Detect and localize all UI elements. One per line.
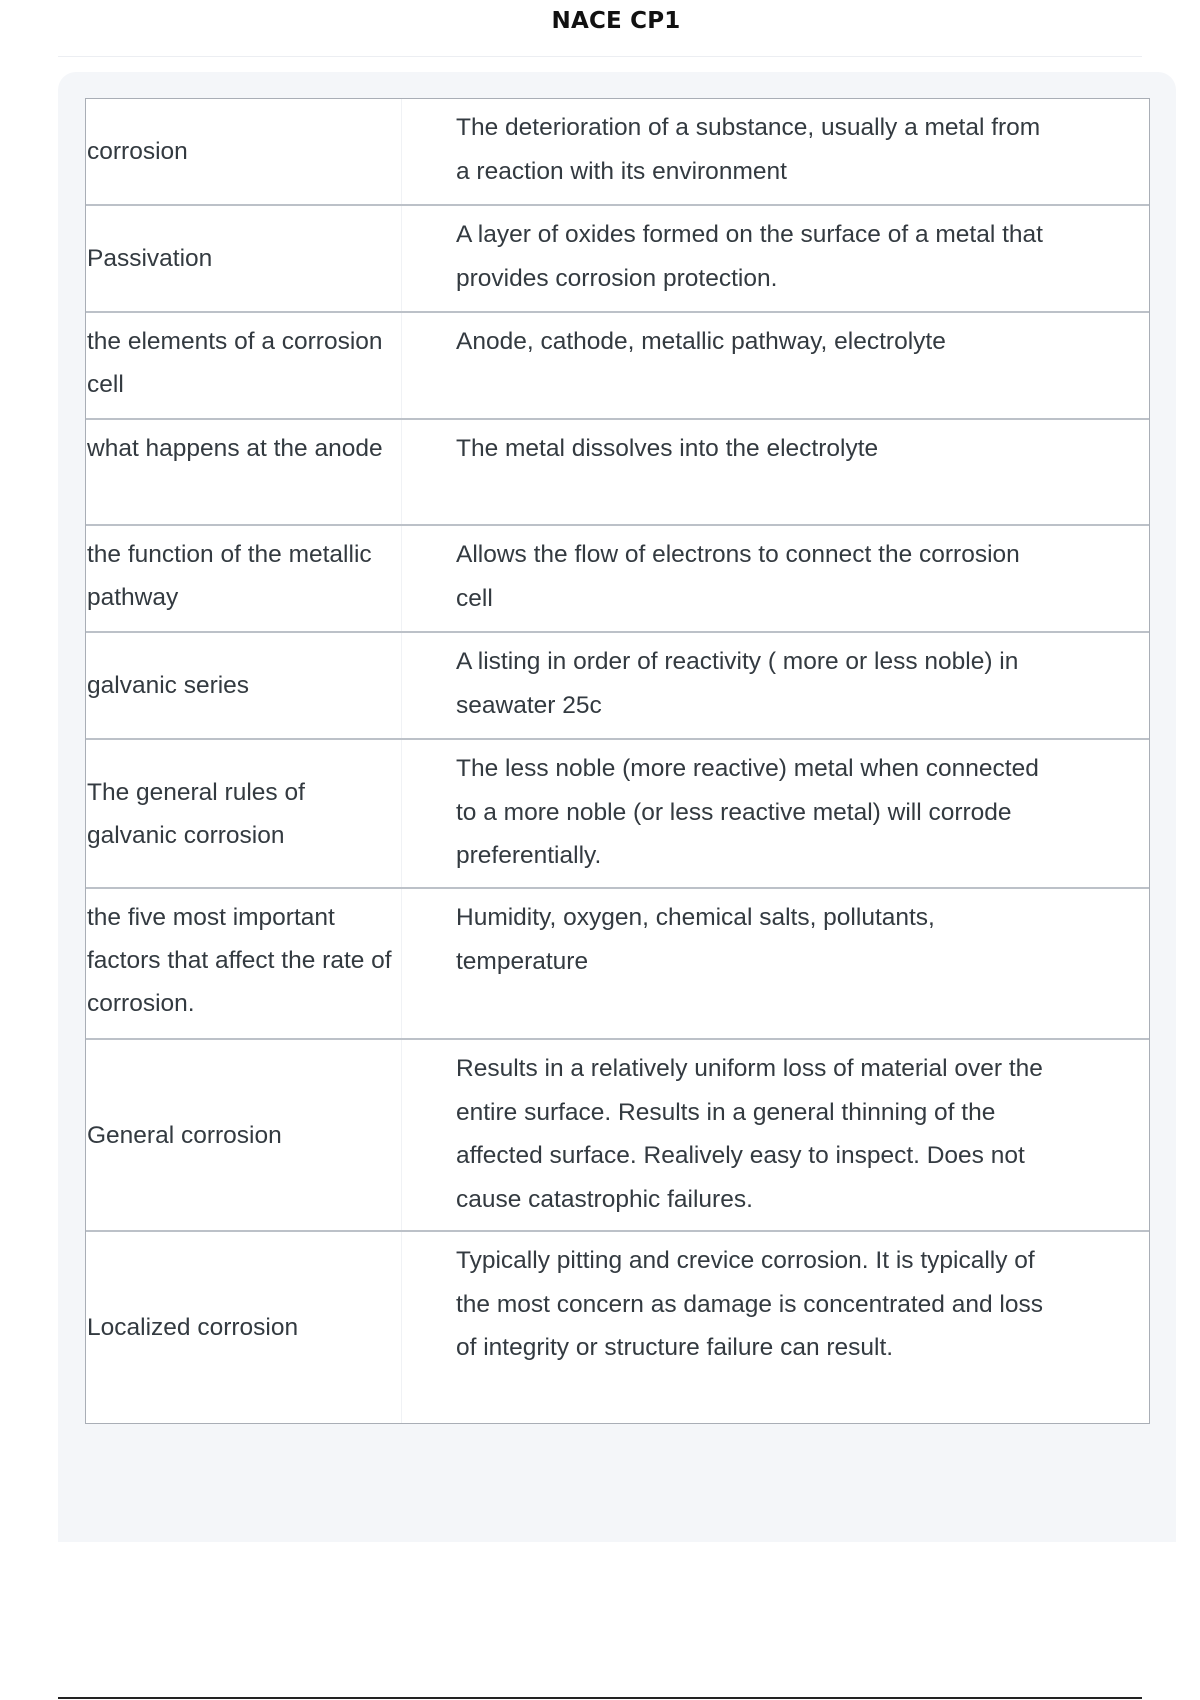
table-row [86,206,1149,313]
term-cell: galvanic series [86,633,402,738]
term-cell: the function of the metallic pathway [86,526,402,631]
table-row [86,313,1149,420]
title-divider [58,56,1142,57]
table-row [86,99,1149,206]
table-row [86,1040,1149,1232]
footer-divider [58,1697,1142,1699]
term-cell: The general rules of galvanic corrosion [86,740,402,887]
definition-cell: The metal dissolves into the electrolyte [456,435,879,462]
table-row [86,1232,1149,1423]
term-cell: Passivation [86,206,402,311]
definition-cell: A listing in order of reactivity ( more or less noble) in seawater 25c [456,648,1019,719]
term-cell: corrosion [86,99,402,204]
term-cell: General corrosion [86,1040,402,1230]
definition-cell: Allows the flow of electrons to connect the corrosion cell [456,541,1020,612]
definition-cell: Anode, cathode, metallic pathway, electrolyte [456,328,946,355]
term-cell: the five most important factors that affect the rate of corrosion. [86,889,402,1038]
definition-cell: Typically pitting and crevice corrosion. It is typically of the most concern as damage is concentrated and loss of integrity or structure failure can result. [456,1247,1043,1361]
definition-cell: Results in a relatively uniform loss of material over the entire surface. Results in a general thinning of the affected surface. Realively easy to inspect. Does not cause catastrophic failures. [456,1055,1043,1213]
definition-cell: The deterioration of a substance, usually a metal from a reaction with its environment [456,114,1041,185]
definition-cell: The less noble (more reactive) metal when connected to a more noble (or less reactive metal) will corrode preferentially. [456,755,1039,869]
flashcard-table [85,98,1150,1424]
table-row [86,889,1149,1040]
term-cell: Localized corrosion [86,1232,402,1423]
table-row [86,740,1149,889]
term-cell: the elements of a corrosion cell [86,313,402,418]
table-row [86,633,1149,740]
table-row [86,420,1149,526]
term-cell: what happens at the anode [86,420,402,524]
table-row [86,526,1149,633]
definition-cell: A layer of oxides formed on the surface of a metal that provides corrosion protection. [456,221,1043,292]
page-title: NACE CP1 [551,8,681,34]
definition-cell: Humidity, oxygen, chemical salts, pollutants, temperature [456,904,935,975]
